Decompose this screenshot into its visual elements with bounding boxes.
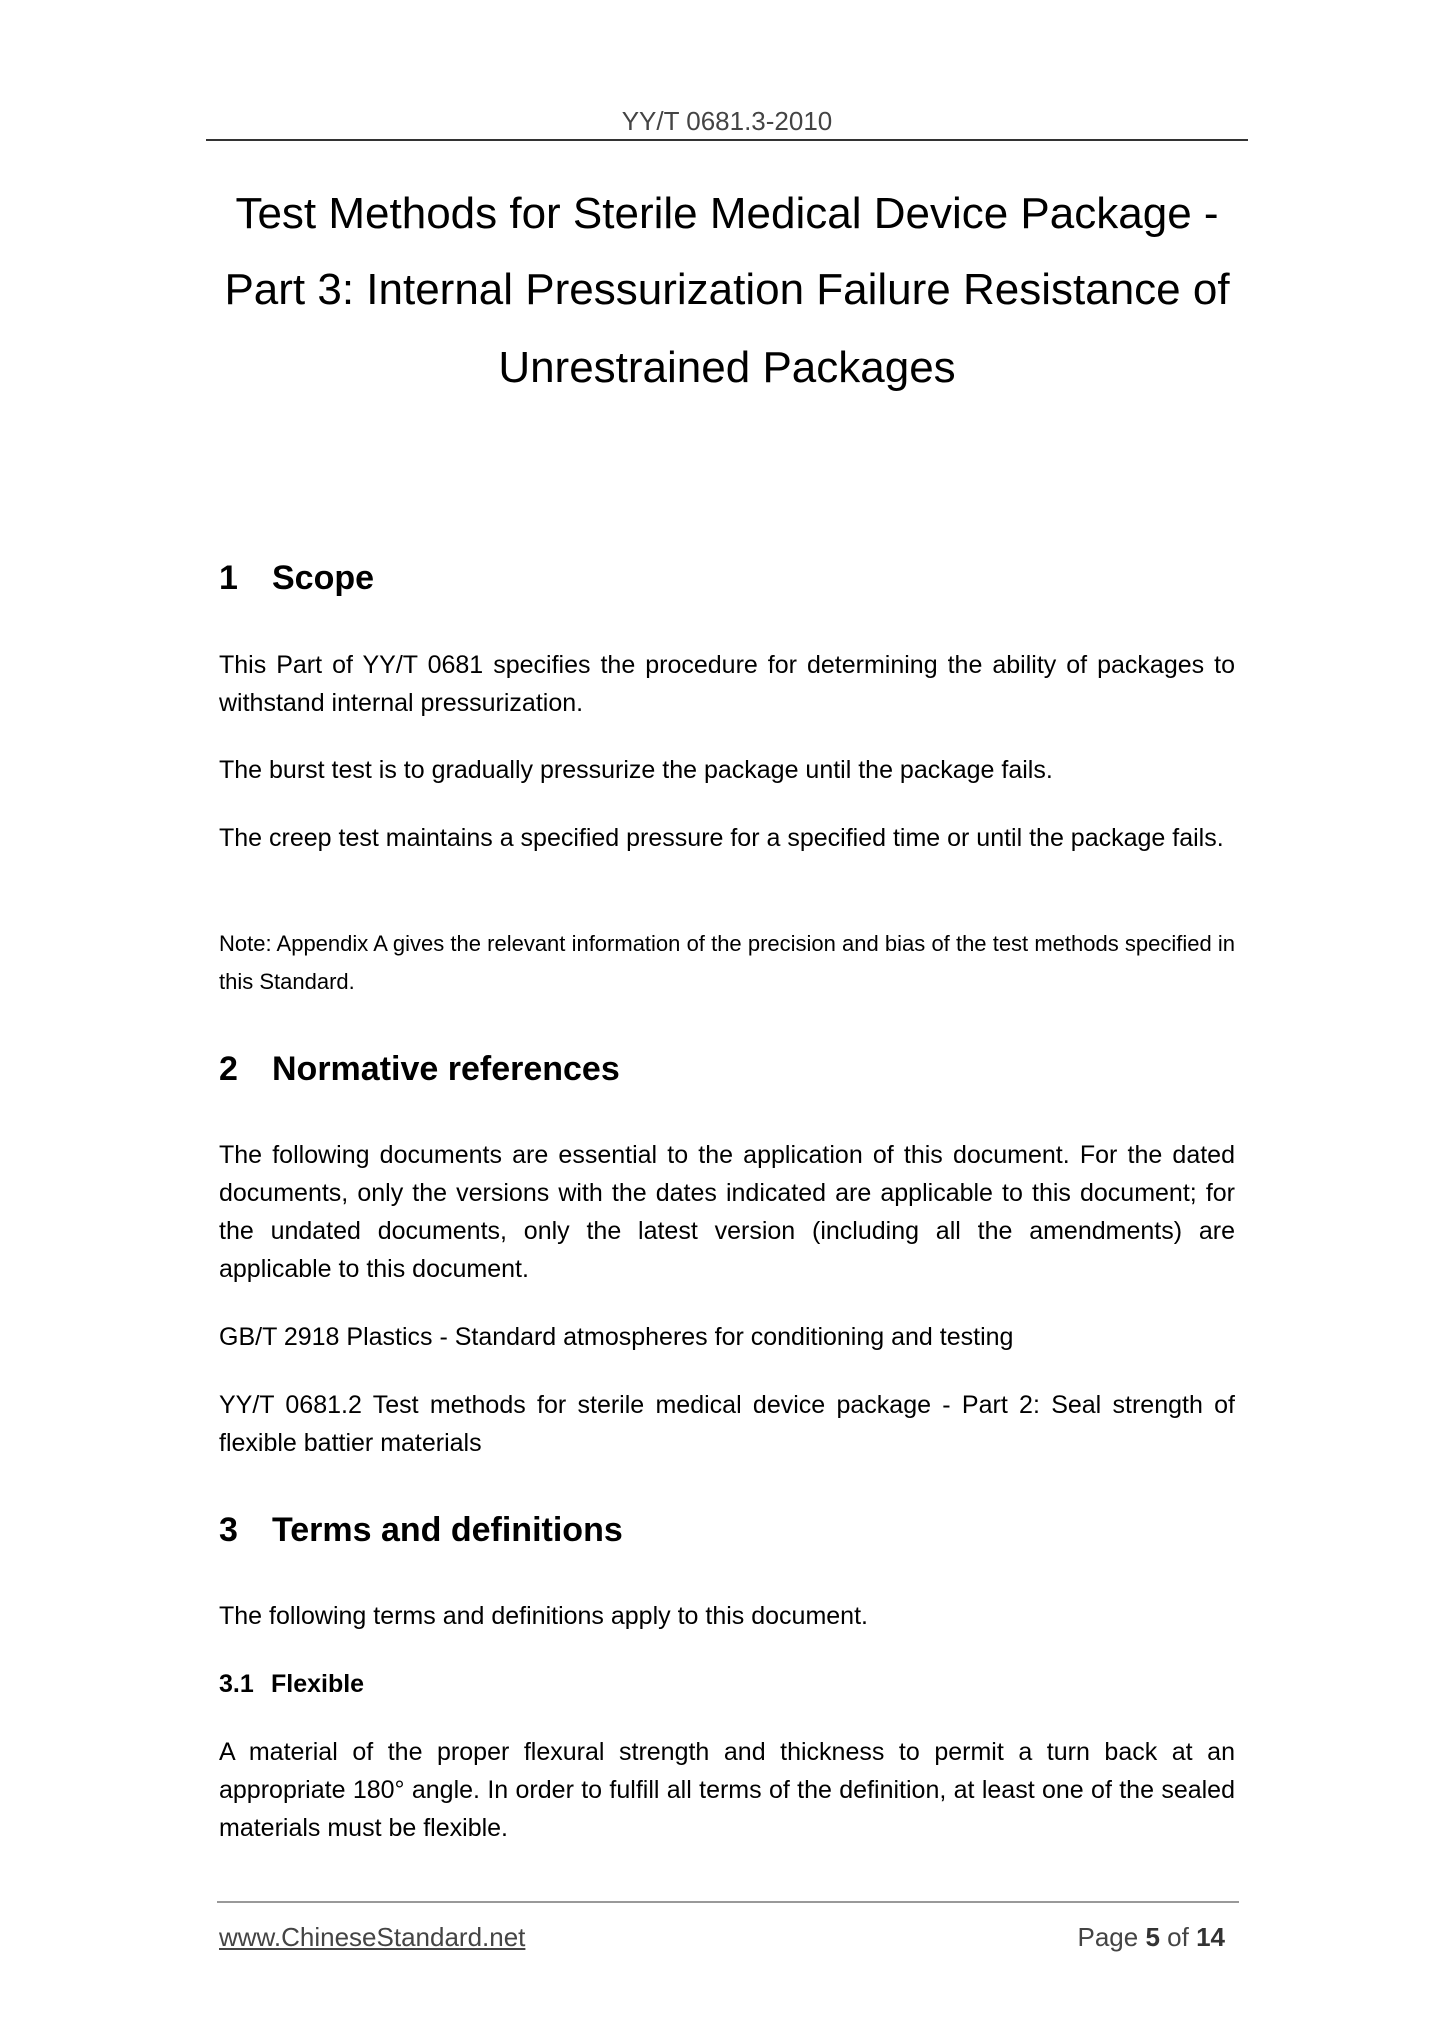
subsection-number: 3.1 [219, 1670, 254, 1698]
definition-text: A material of the proper flexural strength and thickness to permit a turn back at an appropriate 180° angle. In order to fulfill all terms of the definition, at least one of the sealed materials must be flexible. [219, 1738, 1235, 1842]
current-page: 5 [1145, 1922, 1160, 1952]
section-number: 3 [219, 1511, 238, 1549]
paragraph: The following terms and definitions apply to this document. [219, 1602, 868, 1630]
section-heading-terms-definitions [219, 1511, 623, 1550]
paragraph: The creep test maintains a specified pressure for a specified time or until the package fails. [219, 824, 1224, 852]
paragraph: The burst test is to gradually pressurize the package until the package fails. [219, 756, 1053, 784]
reference-item: YY/T 0681.2 Test methods for sterile medical device package - Part 2: Seal strength of flexible battier materials [219, 1391, 1235, 1457]
document-code-header: YY/T 0681.3-2010 [621, 106, 833, 136]
title-line-1: Test Methods for Sterile Medical Device Package - [235, 189, 1219, 238]
title-line-3: Unrestrained Packages [498, 343, 956, 392]
section-title: Terms and definitions [272, 1511, 623, 1549]
subsection-title: Flexible [271, 1670, 365, 1698]
page-indicator [1077, 1922, 1225, 1953]
total-pages: 14 [1196, 1922, 1225, 1952]
page-label: Page [1077, 1922, 1139, 1952]
page-of: of [1167, 1922, 1189, 1952]
title-line-2: Part 3: Internal Pressurization Failure Resistance of [224, 265, 1230, 314]
section-number: 2 [219, 1050, 238, 1088]
footer-divider [217, 1901, 1239, 1903]
paragraph: This Part of YY/T 0681 specifies the procedure for determining the ability of packages to withstand internal pressurization. [219, 651, 1235, 717]
website-link[interactable]: www.ChineseStandard.net [219, 1922, 526, 1952]
subsection-heading-flexible [219, 1670, 364, 1699]
reference-item: GB/T 2918 Plastics - Standard atmospheres for conditioning and testing [219, 1323, 1014, 1351]
section-title: Scope [272, 559, 375, 597]
paragraph: The following documents are essential to the application of this document. For the dated documents, only the versions with the dates indicated are applicable to this document; for the undated documents, only the latest version (including all the amendments) are applicable to this document. [219, 1141, 1235, 1283]
section-heading-scope [219, 559, 374, 598]
section-number: 1 [219, 559, 238, 597]
section-heading-normative-references [219, 1050, 620, 1089]
header-divider [206, 139, 1248, 141]
section-title: Normative references [272, 1050, 620, 1088]
note: Note: Appendix A gives the relevant information of the precision and bias of the test methods specified in this Standard. [219, 931, 1235, 994]
